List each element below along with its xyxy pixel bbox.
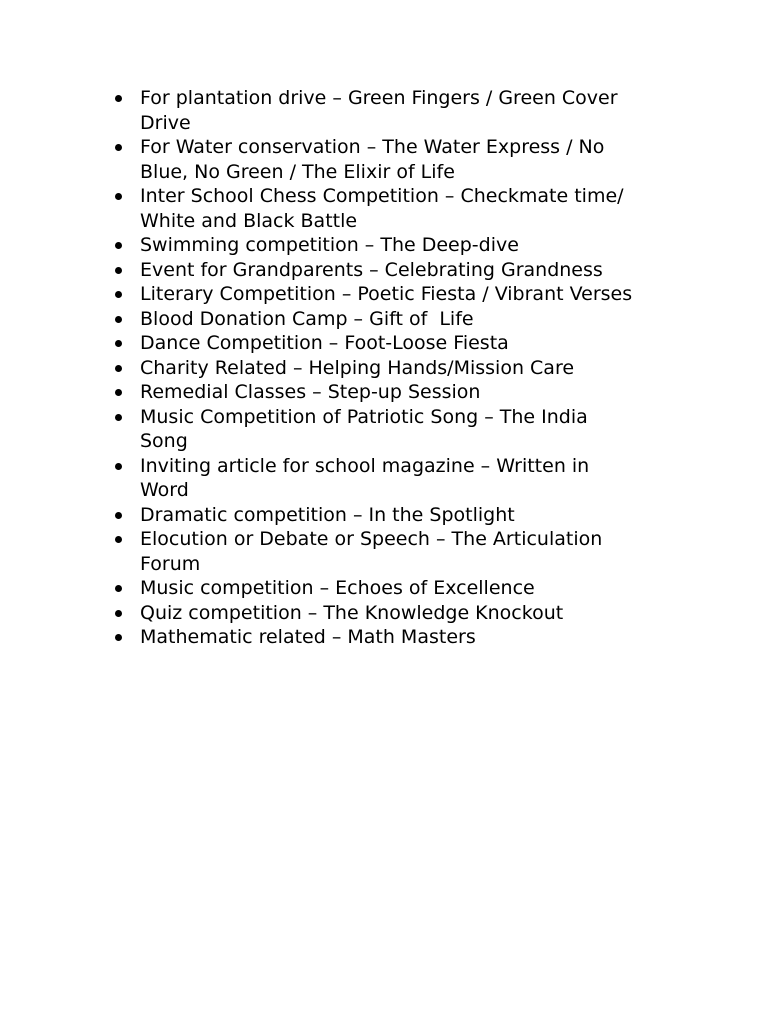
list-item-text: Blood Donation Camp – Gift of Life bbox=[140, 307, 474, 330]
list-item bbox=[114, 503, 694, 528]
list-item-text: Mathematic related – Math Masters bbox=[140, 626, 476, 648]
list-item-text: Music competition – Echoes of Excellence bbox=[140, 577, 535, 599]
list-item bbox=[114, 86, 694, 135]
list-item bbox=[114, 625, 694, 650]
bullet-icon bbox=[115, 193, 122, 200]
bullet-icon bbox=[115, 610, 122, 617]
list-item-text: Charity Related – Helping Hands/Mission Care bbox=[140, 356, 575, 379]
list-item-text: White and Black Battle bbox=[140, 209, 358, 232]
list-item bbox=[114, 380, 694, 405]
list-item-text: Swimming competition – The Deep-dive bbox=[140, 234, 519, 256]
bullet-icon bbox=[115, 512, 122, 519]
list-item bbox=[114, 454, 694, 503]
list-item bbox=[114, 184, 694, 233]
bullet-icon bbox=[115, 634, 122, 641]
list-item-text: Quiz competition – The Knowledge Knockout bbox=[140, 601, 564, 624]
list-item-text: Word bbox=[140, 479, 189, 501]
bullet-icon bbox=[115, 414, 122, 421]
list-item bbox=[114, 601, 694, 626]
list-item bbox=[114, 233, 694, 258]
list-item-text: Forum bbox=[140, 552, 201, 575]
list-item bbox=[114, 405, 694, 454]
bullet-icon bbox=[115, 95, 122, 102]
list-item-text: Inviting article for school magazine – Written in bbox=[140, 454, 590, 477]
bullet-icon bbox=[115, 267, 122, 274]
bullet-icon bbox=[115, 144, 122, 151]
list-item-text: For Water conservation – The Water Express / No bbox=[140, 136, 605, 158]
list-item-text: Song bbox=[140, 430, 188, 452]
bullet-icon bbox=[115, 585, 122, 592]
list-item-text: Dramatic competition – In the Spotlight bbox=[140, 503, 515, 526]
list-item bbox=[114, 356, 694, 381]
list-item-text: Dance Competition – Foot-Loose Fiesta bbox=[140, 332, 509, 354]
bullet-icon bbox=[115, 536, 122, 543]
bullet-icon bbox=[115, 463, 122, 470]
list-item-text: Blue, No Green / The Elixir of Life bbox=[140, 160, 455, 183]
list-item-text: Remedial Classes – Step-up Session bbox=[140, 381, 481, 403]
list-item-text: Music Competition of Patriotic Song – The India bbox=[140, 405, 588, 428]
list-item bbox=[114, 282, 694, 307]
list-item bbox=[114, 331, 694, 356]
bullet-icon bbox=[115, 316, 122, 323]
list-item bbox=[114, 307, 694, 332]
list-item-text: For plantation drive – Green Fingers / Green Cover bbox=[140, 87, 618, 109]
list-item-text: Drive bbox=[140, 111, 191, 134]
bullet-icon bbox=[115, 291, 122, 298]
bullet-icon bbox=[115, 340, 122, 347]
bullet-icon bbox=[115, 389, 122, 396]
list-item-text: Elocution or Debate or Speech – The Articulation bbox=[140, 528, 603, 550]
list-item bbox=[114, 258, 694, 283]
list-item-text: Event for Grandparents – Celebrating Grandness bbox=[140, 258, 603, 281]
list-item-text: Inter School Chess Competition – Checkmate time/ bbox=[140, 185, 624, 207]
bullet-icon bbox=[115, 242, 122, 249]
event-names-list bbox=[114, 86, 694, 650]
list-item bbox=[114, 527, 694, 576]
list-item bbox=[114, 135, 694, 184]
bullet-icon bbox=[115, 365, 122, 372]
list-item-text: Literary Competition – Poetic Fiesta / Vibrant Verses bbox=[140, 283, 633, 305]
list-item bbox=[114, 576, 694, 601]
